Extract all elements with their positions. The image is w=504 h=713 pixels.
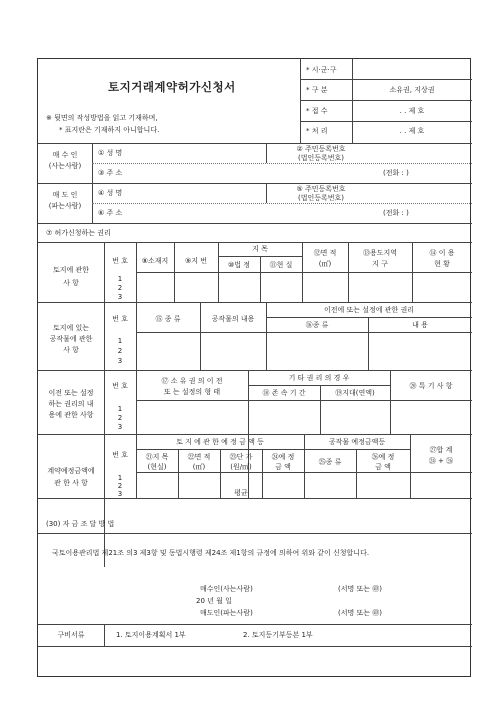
buyer-signature-field[interactable]: (서명 또는 ㊞) [338, 585, 382, 593]
price-average-label: 평균 [234, 489, 248, 497]
application-date[interactable]: 20 년 월 일 [196, 597, 232, 605]
land-area-header: ⑫면 적 [313, 249, 337, 257]
attachment-registry: 2. 토지등기부등본 1부 [243, 631, 313, 639]
process-label: * 처 리 [306, 127, 328, 135]
price-building-amount: ㉖예 정 [371, 453, 395, 461]
seller-sublabel: (파는사람) [48, 202, 82, 210]
price-building-amount-sub: 금 액 [375, 463, 391, 471]
price-building-header: 공작물 예정금액등 [328, 438, 386, 446]
category-label: * 구 분 [306, 86, 328, 94]
buyer-sign-label: 매수인(사는사람) [200, 585, 253, 593]
category-value: 소유권, 지상권 [389, 86, 435, 94]
funding-label: (30) 자 금 조 달 방 법 [46, 520, 115, 528]
buyer-name-label: ① 성 명 [98, 149, 123, 157]
land-usage-sub: 현 황 [434, 260, 450, 268]
price-section-sublabel: 관 한 사 항 [54, 479, 88, 487]
seller-name-label: ④ 성 명 [98, 189, 123, 197]
attachment-land-plan: 1. 토지이용계획서 1부 [116, 631, 186, 639]
transfer-period-header: ⑱ 존 속 기 간 [262, 389, 306, 397]
permit-application-form [37, 58, 471, 677]
seller-address-label: ⑥ 주 소 [98, 209, 123, 217]
land-row-1: 1 [117, 275, 123, 283]
price-total-header: ㉗합 계 [429, 446, 453, 454]
note-line-2: * 표지란은 기재하지 아니합니다. [59, 126, 160, 134]
office-label: * 시·군·구 [306, 66, 337, 74]
building-rights-header: 이전에 또는 설정에 관한 권리 [323, 306, 415, 314]
building-content-header: 공작물의 내용 [211, 315, 255, 323]
price-unit-header: ㉓단 가 [229, 453, 253, 461]
price-category-header: ㉑지 목 [145, 453, 169, 461]
seller-corp-reg-label: (법인등록번호) [297, 194, 345, 202]
transfer-row-1: 1 [117, 405, 123, 413]
receipt-value: . . 제 호 [399, 107, 425, 115]
building-row-2: 2 [117, 347, 123, 355]
price-total-formula: ㉔ + ㉖ [428, 457, 454, 465]
price-section-label: 계약예정금액에 [47, 467, 95, 475]
transfer-form-header: ⑰ 소 유 권 의 이 전 [161, 377, 223, 385]
transfer-special-header: ⑳ 특 기 사 항 [409, 382, 453, 390]
buyer-phone-label: (전화 : ) [383, 169, 409, 177]
price-area-unit: (㎡) [192, 463, 206, 471]
price-unit-sub: (원/㎡) [230, 463, 252, 471]
declaration-text: 국토이용관리법 제21조 의3 제3항 및 동법시행령 제24조 제1항의 규정에 의하여 위와 같이 신청합니다. [52, 549, 370, 557]
building-row-1: 1 [117, 337, 123, 345]
price-land-header: 토 지 에 관 한 예 정 금 액 등 [176, 438, 264, 446]
land-location-header: ⑧소재지 [141, 257, 169, 265]
land-lot-header: ⑨지 번 [184, 257, 208, 265]
price-category-sub: (현실) [147, 463, 167, 471]
land-section-sublabel: 사 항 [63, 279, 79, 287]
seller-signature-field[interactable]: (서명 또는 ㊞) [338, 609, 382, 617]
seller-reg-label: ⑤ 주민등록번호 [296, 185, 346, 193]
process-value: . . 제 호 [399, 127, 425, 135]
building-kind-header: ⑮ 종 류 [155, 315, 181, 323]
buyer-label: 매 수 인 [52, 151, 78, 159]
price-area-header: ㉒면 적 [187, 453, 211, 461]
building-rights-content: 내 용 [412, 321, 428, 329]
buyer-address-label: ③ 주 소 [98, 169, 123, 177]
price-row-3: 3 [117, 490, 123, 498]
land-number-header: 번 호 [112, 257, 128, 265]
form-title: 토지거래계약허가신청서 [108, 80, 236, 94]
transfer-row-2: 2 [117, 414, 123, 422]
seller-sign-label: 매도인(파는사람) [200, 609, 253, 617]
transfer-form-subheader: 또 는 설정의 형 태 [163, 388, 221, 396]
building-rights-kind: ⑯종 류 [305, 321, 329, 329]
transfer-section-sublabel: 하는 권리의 내 [48, 400, 94, 408]
building-section-sublabel: 공작물에 관한 [49, 335, 93, 343]
attachments-label: 구비서류 [57, 631, 85, 639]
transfer-section-sublabel-2: 용에 관한 사항 [48, 411, 94, 419]
price-amount-header: ㉔예 정 [271, 453, 295, 461]
transfer-rent-header: ⑲지대(연액) [335, 389, 375, 397]
price-row-1: 1 [117, 474, 123, 482]
receipt-label: * 접 수 [306, 107, 328, 115]
land-district-header: 지 구 [372, 260, 388, 268]
land-row-2: 2 [117, 284, 123, 292]
land-section-label: 토지에 관한 [52, 266, 90, 274]
building-number-header: 번 호 [112, 315, 128, 323]
price-row-2: 2 [117, 482, 123, 490]
price-number-header: 번 호 [112, 451, 128, 459]
land-category-header: 지 목 [252, 245, 268, 253]
land-area-unit: (㎡) [318, 260, 332, 268]
price-amount-sub: 금 액 [275, 463, 291, 471]
building-row-3: 3 [117, 357, 123, 365]
building-section-label: 토지에 있는 [52, 324, 90, 332]
seller-phone-label: (전화 : ) [383, 209, 409, 217]
land-row-3: 3 [117, 293, 123, 301]
land-usage-header: ⑭ 이 용 [429, 249, 455, 257]
buyer-sublabel: (사는사람) [48, 162, 82, 170]
transfer-section-label: 이전 또는 설정 [48, 389, 94, 397]
price-building-kind: ㉕종 류 [318, 458, 342, 466]
transfer-number-header: 번 호 [112, 382, 128, 390]
transfer-row-3: 3 [117, 423, 123, 431]
seller-label: 매 도 인 [52, 191, 78, 199]
building-section-sublabel-2: 사 항 [63, 346, 79, 354]
rights-label: ⑦ 허가신청하는 권리 [46, 229, 111, 237]
land-legal-category: ⑩법 정 [227, 261, 251, 269]
transfer-other-header: 기 타 권 리 의 경 우 [288, 374, 350, 382]
note-line-1: ※ 뒷면의 작성방법을 읽고 기재하며, [46, 114, 158, 122]
land-actual-category: ⑪현 실 [269, 261, 293, 269]
buyer-reg-label: ② 주민등록번호 [296, 145, 346, 153]
land-zone-header: ⑬용도지역 [362, 249, 398, 257]
buyer-corp-reg-label: (법인등록번호) [297, 154, 345, 162]
